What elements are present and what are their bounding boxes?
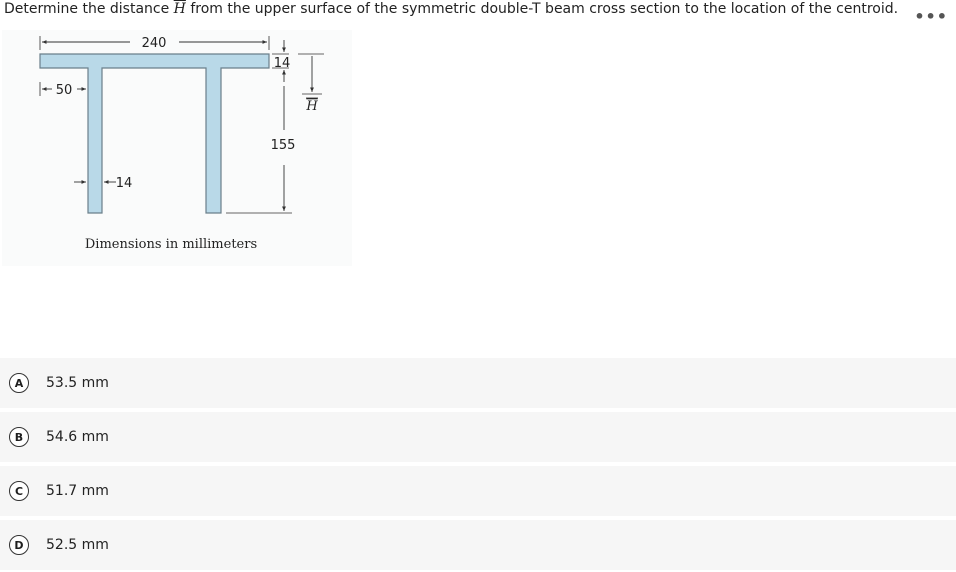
dim-width-label: 240 [141, 36, 167, 51]
dim-width-line [40, 36, 269, 51]
option-b-text: 54.6 mm [46, 429, 109, 445]
dim-flange-line [272, 40, 290, 82]
option-d[interactable] [0, 520, 956, 570]
beam-figure [2, 30, 352, 266]
answer-options [0, 358, 956, 572]
dim-H-line [298, 54, 324, 114]
option-b-letter: B [9, 427, 29, 447]
more-dots-icon[interactable]: ••• [914, 7, 948, 26]
dim-web-label: 14 [115, 176, 133, 191]
option-a-text: 53.5 mm [46, 375, 109, 391]
option-c-text: 51.7 mm [46, 483, 109, 499]
figure-caption: Dimensions in millimeters [84, 237, 258, 252]
option-d-text: 52.5 mm [46, 537, 109, 553]
option-d-letter: D [9, 535, 29, 555]
option-a-letter: A [9, 373, 29, 393]
option-b[interactable] [0, 412, 956, 462]
question-suffix: from the upper surface of the symmetric double-T beam cross section to the location of the centroid. [185, 1, 899, 17]
option-a[interactable] [0, 358, 956, 408]
beam-cross-section [40, 54, 269, 213]
dim-overhang-label: 50 [55, 83, 73, 98]
question-text [4, 1, 898, 17]
option-c-letter: C [9, 481, 29, 501]
question-prefix: Determine the distance [4, 1, 174, 17]
dim-height-label: 155 [270, 138, 296, 153]
beam-shape [40, 54, 269, 213]
dim-height-line [226, 86, 295, 213]
option-c[interactable] [0, 466, 956, 516]
beam-diagram [2, 30, 352, 266]
dim-H-label: H [306, 99, 318, 114]
h-bar-symbol: $\overline{H}$ [173, 1, 186, 17]
dim-flange-label: 14 [273, 56, 291, 71]
dim-overhang-line [40, 82, 86, 98]
dim-web-line [74, 176, 132, 191]
